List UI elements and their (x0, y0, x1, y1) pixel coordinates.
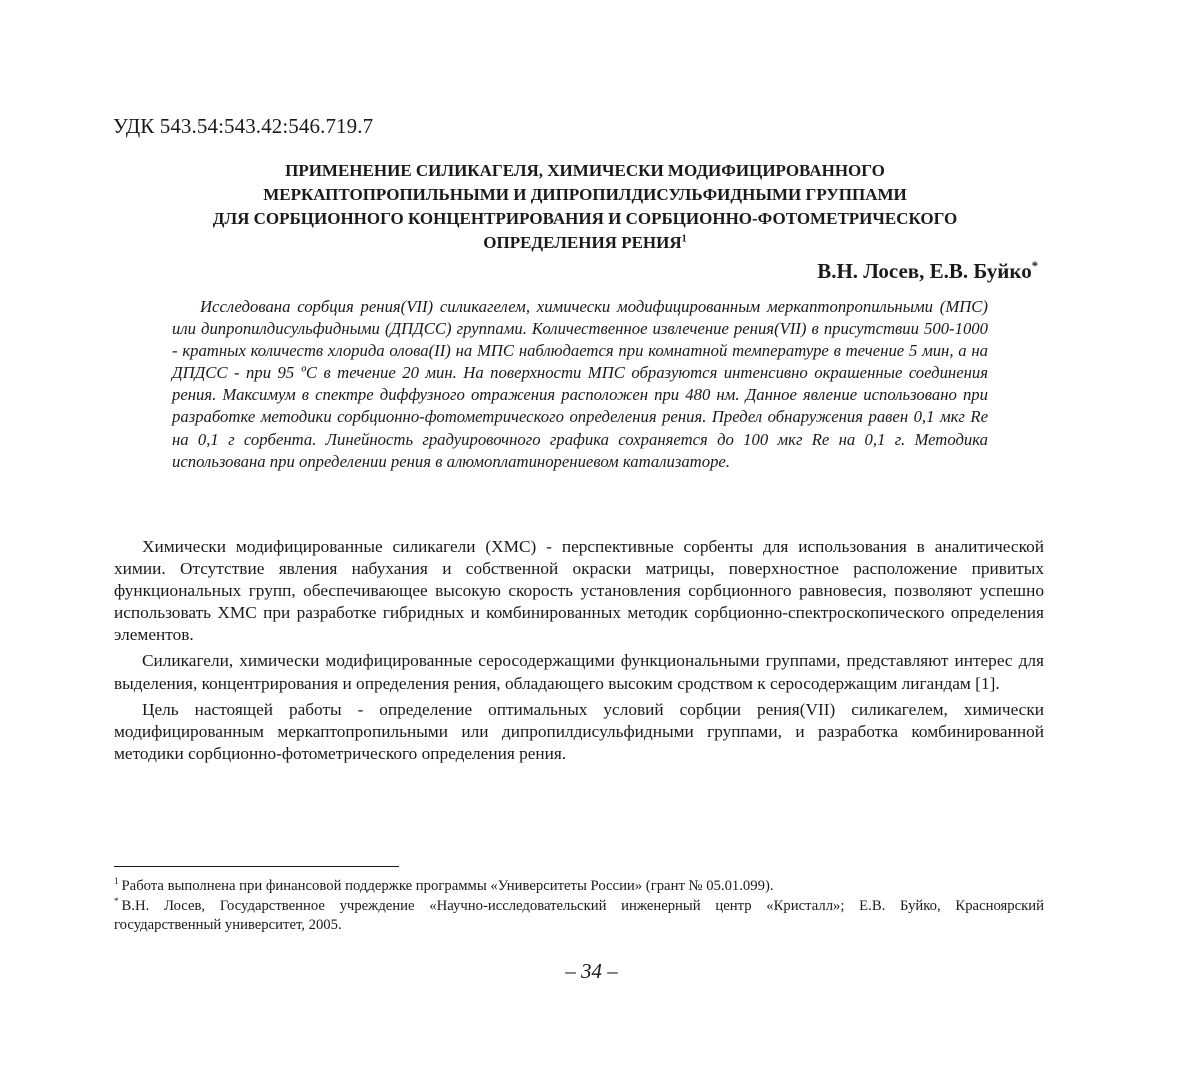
authors (817, 259, 1038, 284)
title-line: ПРИМЕНЕНИЕ СИЛИКАГЕЛЯ, ХИМИЧЕСКИ МОДИФИЦИРОВАННОГО (285, 161, 885, 180)
authors-footnote-mark: * (1031, 259, 1038, 273)
footnote-mark: 1 (114, 876, 119, 887)
footnote (114, 897, 1044, 936)
title-line-last (100, 231, 1070, 255)
udk-code: УДК 543.54:543.42:546.719.7 (113, 114, 374, 138)
title-line-text: ОПРЕДЕЛЕНИЯ РЕНИЯ (483, 233, 682, 252)
author-names: В.Н. Лосев, Е.В. Буйко (817, 259, 1032, 283)
article-title (100, 159, 1070, 255)
title-line: ДЛЯ СОРБЦИОННОГО КОНЦЕНТРИРОВАНИЯ И СОРБЦИОННО-ФОТОМЕТРИЧЕСКОГО (212, 209, 958, 228)
body-paragraph: Химически модифицированные силикагели (ХМС) - перспективные сорбенты для использования в аналитической химии. Отсутствие явления набухания и собственной окраски матрицы, поверхностное расположение привитых функциональных групп, обеспечивающее высокую скорость установления сорбционного равновесия, позволяют успешно использовать ХМС при разработке гибридных и комбинированных методик сорбционно-спектроскопического определения элементов. (114, 537, 1044, 645)
footnote (114, 877, 1044, 897)
footnote-text: В.Н. Лосев, Государственное учреждение «Научно-исследовательский инженерный центр «Кристалл»; Е.В. Буйко, Красноярский государственный университет, 2005. (114, 897, 1044, 933)
footnote-divider (114, 866, 399, 867)
footnote-mark: * (114, 895, 119, 906)
page-number: – 34 – (565, 959, 618, 983)
body-text (114, 536, 1044, 769)
footnote-text: Работа выполнена при финансовой поддержке программы «Университеты России» (грант № 05.01.099). (121, 878, 774, 894)
body-paragraph: Цель настоящей работы - определение оптимальных условий сорбции рения(VII) силикагелем, химически модифицированным меркаптопропильными или дипропилдисульфидными группами, и разработка комбинированной методики сорбционно-фотометрического определения рения. (114, 699, 1044, 763)
abstract: Исследована сорбция рения(VII) силикагелем, химически модифицированным меркаптопропильными (МПС) или дипропилдисульфидными (ДПДСС) группами. Количественное извлечение рения(VII) в присутствии 500-1000 - кратных количеств хлорида олова(II) на МПС наблюдается при комнатной температуре в течение 5 мин, а на ДПДСС - при 95 ºС в течение 20 мин. На поверхности МПС образуются интенсивно окрашенные соединения рения. Максимум в спектре диффузного отражения расположен при 480 нм. Данное явление использовано при разработке методики сорбционно-фотометрического определения рения. Предел обнаружения равен 0,1 мкг Re на 0,1 г сорбента. Линейность градуировочного графика сохраняется до 100 мкг Re на 0,1 г. Методика использована при определении рения в алюмоплатинорениевом катализаторе. (172, 297, 988, 471)
footnotes (114, 877, 1044, 936)
title-line: МЕРКАПТОПРОПИЛЬНЫМИ И ДИПРОПИЛДИСУЛЬФИДНЫМИ ГРУППАМИ (263, 185, 907, 204)
title-footnote-mark: 1 (681, 233, 687, 245)
body-paragraph: Силикагели, химически модифицированные серосодержащими функциональными группами, представляют интерес для выделения, концентрирования и определения рения, обладающего высоким сродством к серосодержащим лигандам [1]. (114, 651, 1044, 693)
